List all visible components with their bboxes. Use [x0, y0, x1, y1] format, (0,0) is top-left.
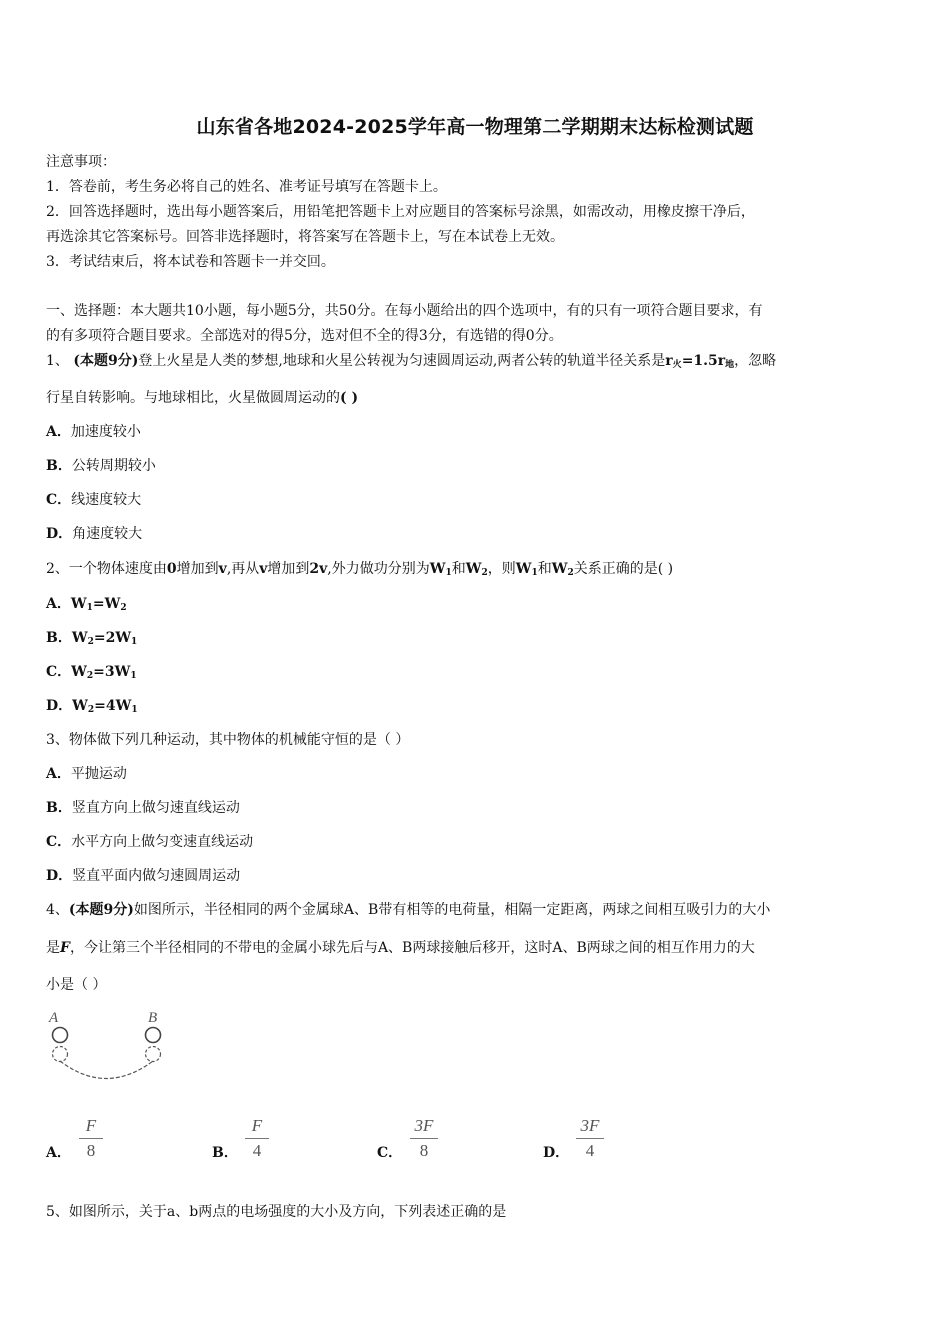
option-c: C．水平方向上做匀变速直线运动 — [46, 834, 254, 850]
transfer-path — [60, 1061, 153, 1079]
sphere-b — [146, 1028, 161, 1043]
notice-item-1: 1．答卷前，考生务必将自己的姓名、准考证号填写在答题卡上。 — [46, 179, 447, 195]
fraction: F 8 — [76, 1116, 106, 1161]
page-title: 山东省各地2024-2025学年高一物理第二学期期末达标检测试题 — [196, 116, 754, 138]
radius-relation: $r_火=1.5r_地$ — [665, 353, 735, 370]
option-d: D．角速度较大 — [46, 526, 143, 542]
option-a: A．$W_1=W_2$ — [46, 596, 127, 613]
fraction: F 4 — [242, 1116, 272, 1161]
sphere-b-label: B — [148, 1010, 158, 1026]
question-4-line2: 是F，今让第三个半径相同的不带电的金属小球先后与A、B两球接触后移开，这时A、B两球之间的相互作用力的大 — [46, 940, 755, 956]
charged-spheres-figure — [40, 1004, 180, 1090]
fraction: 3F 4 — [573, 1116, 607, 1161]
sphere-a-label: A — [49, 1010, 59, 1026]
notice-heading: 注意事项： — [46, 154, 116, 170]
question-4-line3: 小是（ ） — [46, 977, 107, 993]
option-b: B．公转周期较小 — [46, 458, 156, 474]
notice-item-2a: 2．回答选择题时，选出每小题答案后，用铅笔把答题卡上对应题目的答案标号涂黑，如需改动，用橡皮擦干净后， — [46, 204, 755, 220]
fraction: 3F 8 — [407, 1116, 441, 1161]
sphere-b-ghost — [146, 1047, 161, 1062]
question-4-options: A． F 8 B． F 4 C． 3F 8 D． 3F 4 — [46, 1116, 746, 1166]
option-b: B．$W_2=2W_1$ — [46, 630, 138, 647]
option-d: D．$W_2=4W_1$ — [46, 698, 138, 715]
option-c: C．线速度较大 — [46, 492, 142, 508]
option-d: D．竖直平面内做匀速圆周运动 — [46, 868, 241, 884]
question-number: 1、 — [46, 353, 69, 369]
sphere-a — [53, 1028, 68, 1043]
section-heading-line1: 一、选择题：本大题共10小题，每小题5分，共50分。在每小题给出的四个选项中，有的只有一项符合题目要求，有 — [46, 303, 763, 319]
section-heading-line2: 的有多项符合题目要求。全部选对的得5分，选对但不全的得3分，有选错的得0分。 — [46, 328, 563, 344]
notice-item-3: 3．考试结束后，将本试卷和答题卡一并交回。 — [46, 254, 335, 270]
question-5-stem: 5、如图所示，关于a、b两点的电场强度的大小及方向，下列表述正确的是 — [46, 1204, 507, 1220]
question-4-line1: 4、(本题9分)如图所示，半径相同的两个金属球A、B带有相等的电荷量，相隔一定距离，两球之间相互吸引力的大小 — [46, 902, 771, 918]
question-3-stem: 3、物体做下列几种运动，其中物体的机械能守恒的是（ ） — [46, 732, 410, 748]
question-tag: (本题9分) — [73, 353, 139, 369]
option-a: A．加速度较小 — [46, 424, 141, 440]
question-2-stem: 2、一个物体速度由0增加到v,再从v增加到2v,外力做功分别为$W_1$和$W_2$，则$W_1$和$W_2$关系正确的是( ) — [46, 561, 674, 578]
notice-item-2b: 再选涂其它答案标号。回答非选择题时，将答案写在答题卡上，写在本试卷上无效。 — [46, 229, 564, 245]
question-1-line2: 行星自转影响。与地球相比，火星做圆周运动的( ) — [46, 390, 359, 406]
option-a: A．平抛运动 — [46, 766, 127, 782]
question-stem: 登上火星是人类的梦想,地球和火星公转视为匀速圆周运动,两者公转的轨道半径关系是 — [138, 353, 666, 369]
option-c: C．$W_2=3W_1$ — [46, 664, 137, 681]
sphere-a-ghost — [53, 1047, 68, 1062]
question-1-line1: 1、 (本题9分)登上火星是人类的梦想,地球和火星公转视为匀速圆周运动,两者公转的轨道半径关系是$r_火=1.5r_地$，忽略 — [46, 353, 777, 370]
option-b: B．竖直方向上做匀速直线运动 — [46, 800, 240, 816]
